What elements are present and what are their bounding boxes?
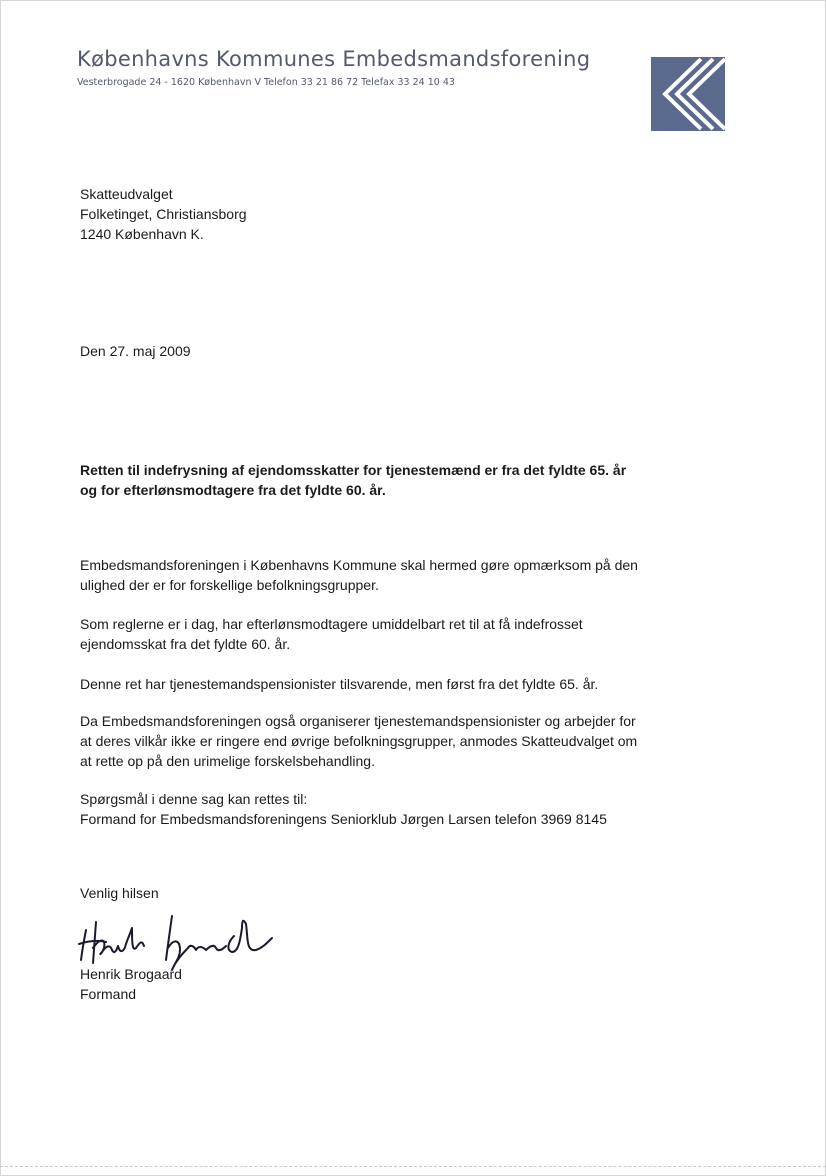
body-paragraph-4 bbox=[80, 711, 637, 771]
closing-greeting: Venlig hilsen bbox=[80, 885, 159, 901]
body-paragraph-1 bbox=[80, 555, 638, 595]
recipient-name: Skatteudvalget bbox=[80, 186, 173, 202]
letter-date: Den 27. maj 2009 bbox=[80, 343, 191, 359]
paragraph-5-line-2: Formand for Embedsmandsforeningens Seniorklub Jørgen Larsen telefon 3969 8145 bbox=[80, 811, 607, 827]
paragraph-2-line-1: Som reglerne er i dag, har efterlønsmodtagere umiddelbart ret til at få indefrosset bbox=[80, 616, 583, 632]
subject-line-2: og for efterlønsmodtagere fra det fyldte 60. år. bbox=[80, 482, 386, 498]
paragraph-1-line-2: ulighed der er for forskellige befolkningsgrupper. bbox=[80, 577, 379, 593]
paragraph-4-line-1: Da Embedsmandsforeningen også organiserer tjenestemandspensionister og arbejder for bbox=[80, 713, 636, 729]
signer-name: Henrik Brogaard bbox=[80, 966, 182, 982]
subject-line-1: Retten til indefrysning af ejendomsskatter for tjenestemænd er fra det fyldte 65. år bbox=[80, 462, 627, 478]
organization-contact-line: Vesterbrogade 24 - 1620 København V Telefon 33 21 86 72 Telefax 33 24 10 43 bbox=[77, 77, 455, 88]
paragraph-1-line-1: Embedsmandsforeningen i Københavns Kommune skal hermed gøre opmærksom på den bbox=[80, 557, 638, 573]
body-paragraph-3 bbox=[80, 674, 598, 694]
paragraph-4-line-3: at rette op på den urimelige forskelsbehandling. bbox=[80, 753, 375, 769]
organization-name: Københavns Kommunes Embedsmandsforening bbox=[77, 47, 591, 71]
recipient-line2: Folketinget, Christiansborg bbox=[80, 206, 247, 222]
body-paragraph-2 bbox=[80, 614, 583, 654]
paragraph-2-line-2: ejendomsskat fra det fyldte 60. år. bbox=[80, 636, 291, 652]
signer-title: Formand bbox=[80, 986, 137, 1002]
letter-subject bbox=[80, 460, 626, 500]
recipient-address bbox=[80, 184, 247, 244]
body-paragraph-5 bbox=[80, 789, 607, 829]
bottom-divider bbox=[0, 1166, 826, 1167]
recipient-line3: 1240 København K. bbox=[80, 226, 204, 242]
paragraph-5-line-1: Spørgsmål i denne sag kan rettes til: bbox=[80, 791, 308, 807]
signer-block bbox=[80, 964, 182, 1004]
kke-chevrons-logo-icon bbox=[651, 57, 725, 131]
paragraph-4-line-2: at deres vilkår ikke er ringere end øvrige befolkningsgrupper, anmodes Skatteudvalget om bbox=[80, 733, 638, 749]
paragraph-3-line-1: Denne ret har tjenestemandspensionister tilsvarende, men først fra det fyldte 65. år. bbox=[80, 676, 599, 692]
